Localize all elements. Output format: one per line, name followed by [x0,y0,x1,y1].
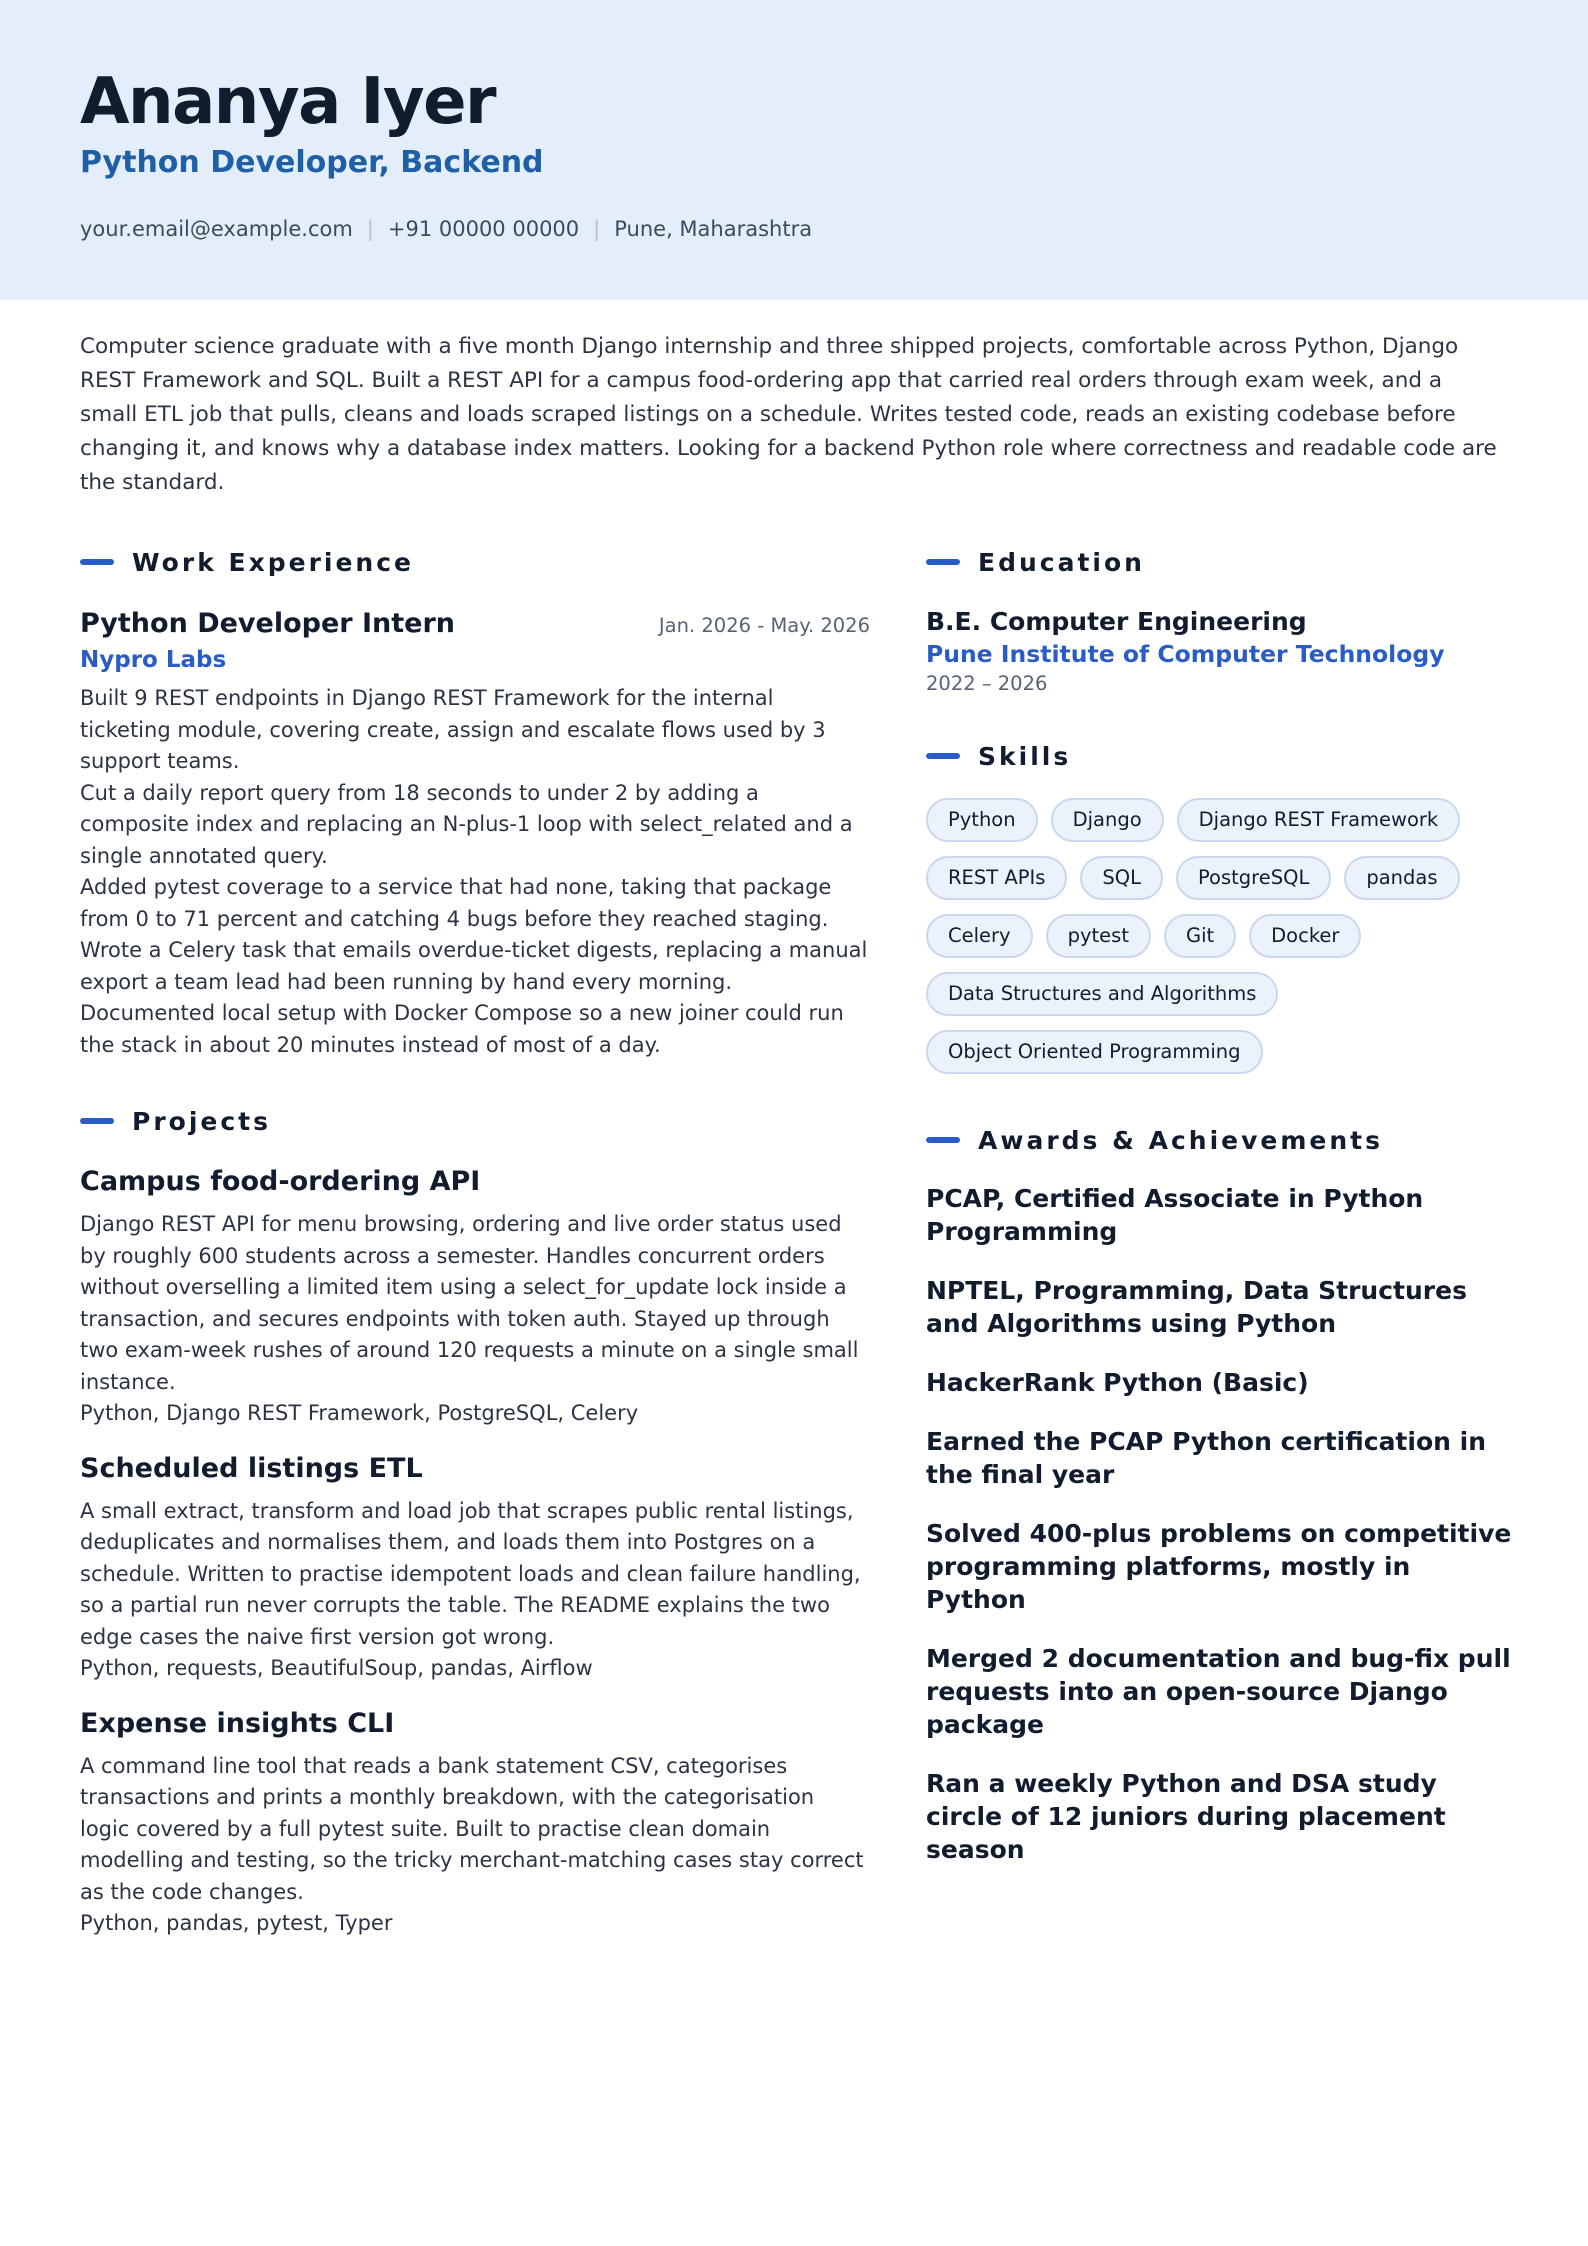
skill-chip: Git [1164,914,1236,958]
project-title: Campus food-ordering API [80,1166,481,1197]
job-bullet: Cut a daily report query from 18 seconds to under 2 by adding a composite index and replacing an N-plus-1 loop with select_related and a single annotated query. [80,780,853,868]
project-entry [80,1707,870,1940]
award-item: Merged 2 documentation and bug-fix pull requests into an open-source Django package [926,1644,1511,1739]
job-header [80,608,870,639]
education-school: Pune Institute of Computer Technology [926,640,1445,668]
skill-chip: Django REST Framework [1177,798,1461,842]
job-entry [80,608,870,1061]
section-accent-bar [926,559,960,565]
project-description: Django REST API for menu browsing, ordering and live order status used by roughly 600 students across a semester. Handles concurrent orders without overselling a limited item using a select_for_update lock inside a transaction, and secures endpoints with token auth. Stayed up through two exam-week rushes of around 120 requests a minute on a single small instance. [80,1212,859,1394]
contact-email[interactable]: your.email@example.com [80,217,353,241]
section-heading-skills [926,734,1516,778]
skill-chip: PostgreSQL [1176,856,1331,900]
contact-line [80,213,812,245]
job-bullet: Wrote a Celery task that emails overdue-ticket digests, replacing a manual export a team lead had been running by hand every morning. [80,938,868,994]
section-heading-label: Awards & Achievements [978,1125,1384,1155]
award-item: Earned the PCAP Python certification in the final year [926,1427,1486,1489]
section-accent-bar [80,1118,114,1124]
section-heading-label: Work Experience [132,547,414,577]
job-bullet: Built 9 REST endpoints in Django REST Framework for the internal ticketing module, covering create, assign and escalate flows used by 3 support teams. [80,686,826,773]
section-accent-bar [80,559,114,565]
section-accent-bar [926,1137,960,1143]
project-tech-stack: Python, requests, BeautifulSoup, pandas, Airflow [80,1656,593,1680]
job-bullet: Added pytest coverage to a service that had none, taking that package from 0 to 71 percent and catching 4 bugs before they reached staging. [80,875,832,931]
job-bullets [80,683,870,1061]
skill-chip: REST APIs [926,856,1067,900]
section-heading-label: Projects [132,1106,272,1136]
project-description: A small extract, transform and load job that scrapes public rental listings, deduplicates and normalises them, and loads them into Postgres on a schedule. Written to practise idempotent loads and clean failure handling, so a partial run never corrupts the table. The README explains the two edge cases the naive first version got wrong. [80,1498,861,1649]
contact-phone[interactable]: +91 00000 00000 [387,217,580,241]
summary-paragraph: Computer science graduate with a five month Django internship and three shipped projects, comfortable across Python, Django REST Framework and SQL. Built a REST API for a campus food-ordering app that carried real orders through exam week, and a small ETL job that pulls, cleans and loads scraped listings on a schedule. Writes tested code, reads an existing codebase before changing it, and knows why a database index matters. Looking for a backend Python role where correctness and readable code are the standard. [80,334,1497,495]
skill-chip: Django [1051,798,1164,842]
job-title: Python Developer Intern [80,608,456,639]
award-item: Solved 400-plus problems on competitive programming platforms, mostly in Python [926,1519,1512,1614]
job-dates: Jan. 2026 - May. 2026 [658,614,870,637]
project-entry [80,1165,870,1430]
section-accent-bar [926,753,960,759]
company-name: Nypro Labs [80,647,227,673]
left-column [80,540,870,1940]
project-tech-stack: Python, pandas, pytest, Typer [80,1911,393,1935]
section-heading-projects [80,1099,870,1143]
resume-header [0,0,1588,300]
award-item: NPTEL, Programming, Data Structures and Algorithms using Python [926,1276,1467,1338]
contact-divider: | [593,217,601,241]
candidate-role: Python Developer, Backend [80,145,544,180]
skill-chip: Data Structures and Algorithms [926,972,1278,1016]
skill-chip: Celery [926,914,1033,958]
job-bullet: Documented local setup with Docker Compose so a new joiner could run the stack in about 20 minutes instead of most of a day. [80,1001,844,1057]
skill-chip: Object Oriented Programming [926,1030,1263,1074]
project-description: A command line tool that reads a bank statement CSV, categorises transactions and prints a monthly breakdown, with the categorisation logic covered by a full pytest suite. Built to practise clean domain modelling and testing, so the tricky merchant-matching cases stay correct as the code changes. [80,1753,864,1904]
section-heading-label: Skills [978,741,1072,771]
contact-divider: | [366,217,374,241]
skill-chip: Python [926,798,1038,842]
skill-chip: pytest [1046,914,1151,958]
section-heading-work [80,540,870,584]
skill-chip: SQL [1080,856,1163,900]
education-years: 2022 – 2026 [926,672,1048,695]
project-title: Scheduled listings ETL [80,1452,423,1484]
skill-chip: pandas [1344,856,1459,900]
contact-location: Pune, Maharashtra [614,217,813,241]
award-item: HackerRank Python (Basic) [926,1368,1309,1397]
project-title: Expense insights CLI [80,1707,395,1739]
skill-chip: Docker [1249,914,1361,958]
section-heading-education [926,540,1516,584]
right-column [926,540,1516,1866]
section-heading-awards [926,1118,1516,1162]
candidate-name: Ananya Iyer [80,65,496,139]
project-tech-stack: Python, Django REST Framework, PostgreSQL, Celery [80,1401,639,1425]
award-item: PCAP, Certified Associate in Python Programming [926,1184,1424,1246]
award-item: Ran a weekly Python and DSA study circle of 12 juniors during placement season [926,1769,1446,1864]
skills-list [926,798,1516,1074]
education-degree: B.E. Computer Engineering [926,607,1307,636]
section-heading-label: Education [978,547,1145,577]
project-entry [80,1452,870,1685]
